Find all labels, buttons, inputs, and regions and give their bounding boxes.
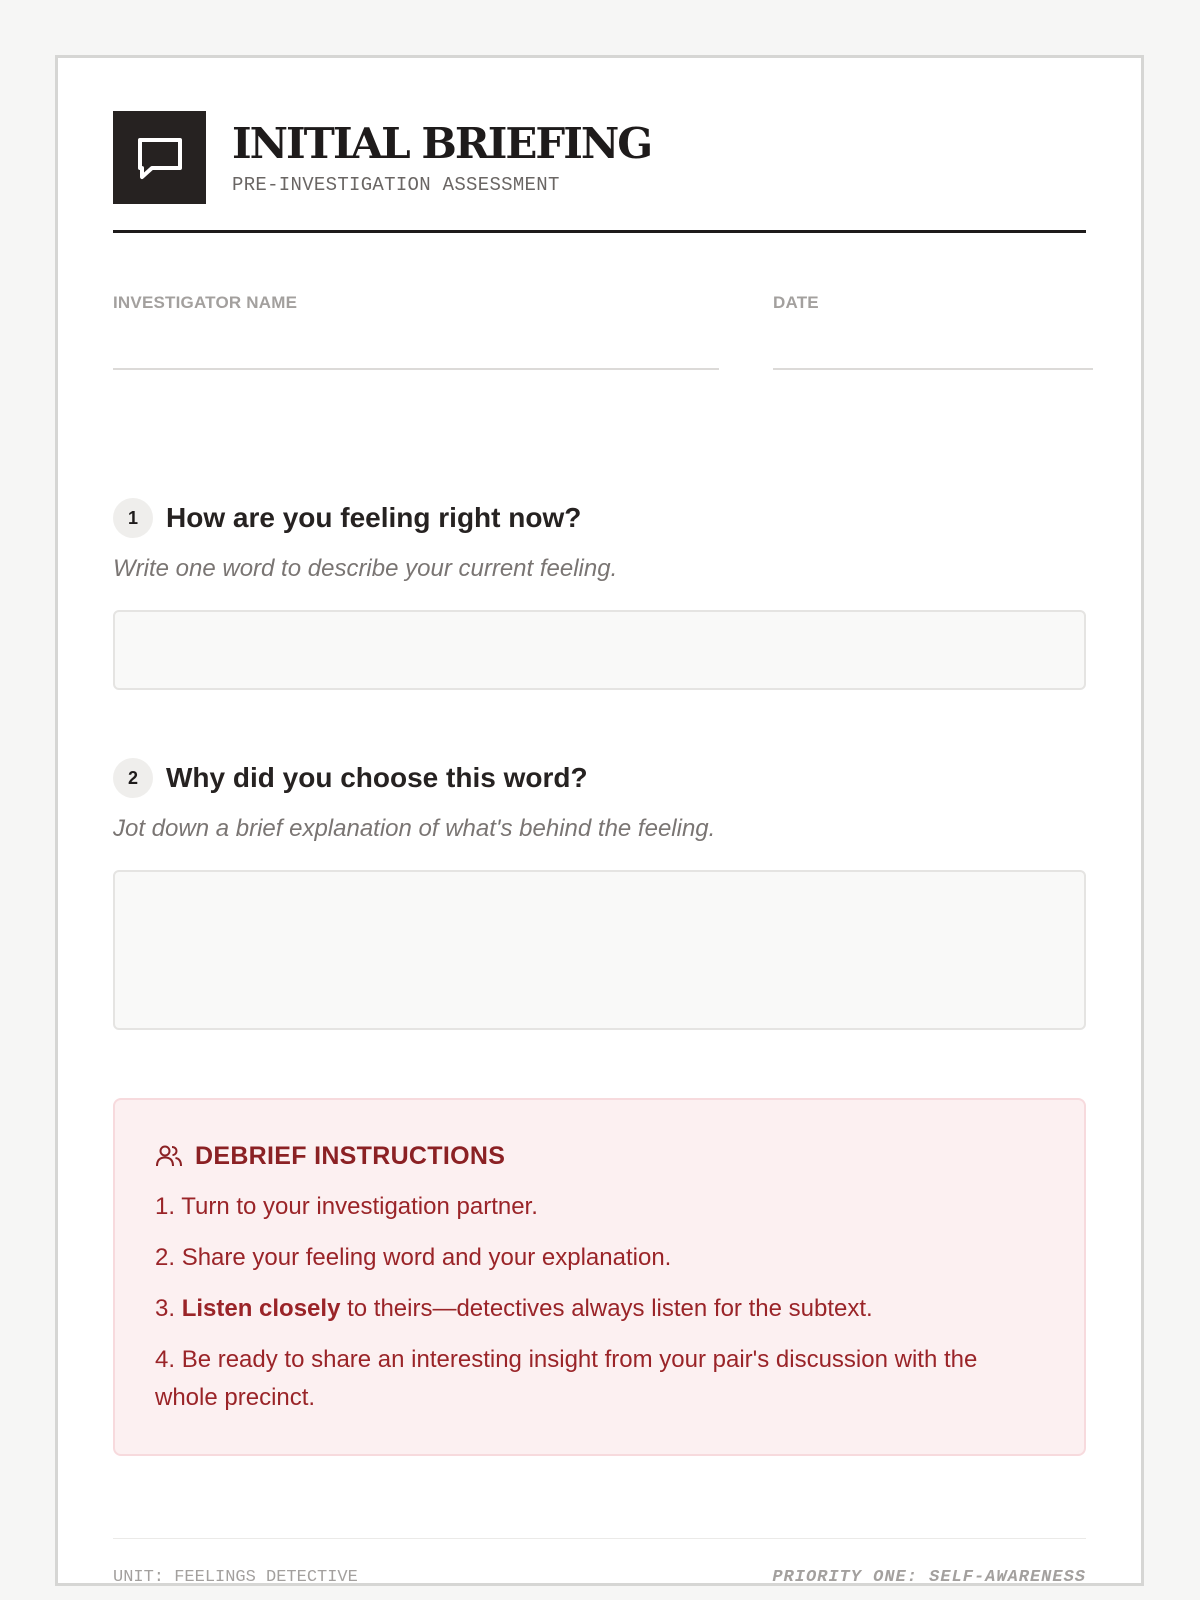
question-1-hint: Write one word to describe your current feeling. [113,555,618,582]
page-header [113,111,1086,233]
question-2 [113,758,1086,843]
question-2-header [113,758,1086,798]
question-1-header [113,498,1086,538]
page-footer [113,1538,1086,1587]
step-number: 4. [155,1346,182,1373]
investigator-name-line[interactable] [113,368,719,370]
footer-priority-label: PRIORITY ONE: SELF-AWARENESS [772,1568,1086,1587]
footer-unit-label: UNIT: FEELINGS DETECTIVE [113,1568,358,1587]
step-number: 3. [155,1295,182,1322]
debrief-step-3 [155,1290,1044,1328]
step-text: Share your feeling word and your explanation. [181,1244,672,1271]
debrief-step-2 [155,1239,1044,1277]
step-text: to theirs—detectives always listen for the subtext. [340,1295,873,1322]
page-subtitle: PRE-INVESTIGATION ASSESSMENT [232,174,560,196]
debrief-header [155,1138,1044,1174]
date-label: DATE [773,293,819,312]
question-2-hint: Jot down a brief explanation of what's behind the feeling. [113,815,716,842]
step-emphasis: Listen closely [181,1295,341,1322]
investigator-name-label: INVESTIGATOR NAME [113,293,298,312]
question-1-text: How are you feeling right now? [166,502,582,533]
step-text: Turn to your investigation partner. [181,1193,538,1220]
date-field[interactable] [773,293,1093,313]
header-logo [113,111,206,204]
step-number: 1. [155,1193,182,1220]
question-1 [113,498,1086,583]
question-1-number: 1 [113,498,153,538]
speech-bubble-icon [134,132,186,184]
question-1-answer-box[interactable] [113,610,1086,690]
debrief-title: DEBRIEF INSTRUCTIONS [195,1141,506,1170]
question-2-answer-box[interactable] [113,870,1086,1030]
worksheet-content [113,58,1086,1587]
date-line[interactable] [773,368,1093,370]
debrief-steps [155,1188,1044,1417]
debrief-step-1 [155,1188,1044,1226]
page-title: INITIAL BRIEFING [232,119,652,168]
step-number: 2. [155,1244,182,1271]
question-2-text: Why did you choose this word? [166,762,588,793]
worksheet-page [55,55,1144,1586]
investigator-name-field[interactable] [113,293,719,313]
question-2-number: 2 [113,758,153,798]
debrief-panel [113,1098,1086,1456]
users-icon [155,1142,183,1170]
step-text: Be ready to share an interesting insight from your pair's discussion with the whole precinct. [155,1346,978,1411]
debrief-step-4 [155,1341,1044,1417]
